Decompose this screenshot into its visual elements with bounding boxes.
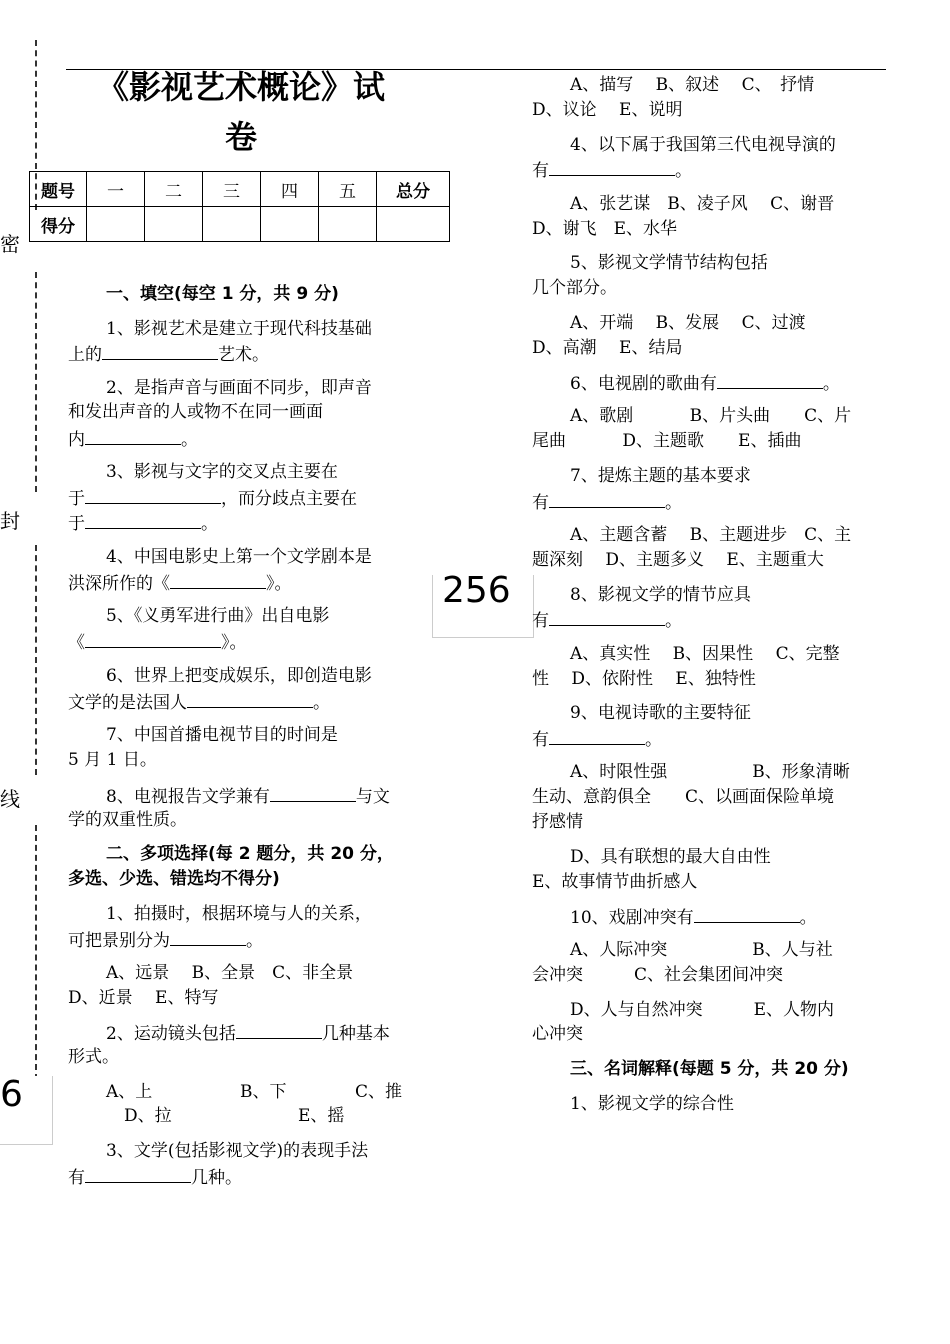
score-header-cell: 题号 xyxy=(30,172,87,207)
m1-text-end: 。 xyxy=(246,931,263,951)
q5-line1: 5、《义勇军进行曲》出自电影 xyxy=(106,606,330,626)
m4-blank[interactable] xyxy=(549,157,675,176)
m3-options-line1: A、描写 B、叙述 C、 抒情 xyxy=(570,75,815,95)
m7-text: 有 xyxy=(532,493,549,513)
exam-title-line1: 《影视艺术概论》试 xyxy=(96,68,385,106)
m8-options-line2: 性 D、依附性 E、独特性 xyxy=(532,669,756,689)
m10-line1 xyxy=(570,904,817,930)
m3-options-line2: D、议论 E、说明 xyxy=(532,100,683,120)
m2-line1 xyxy=(106,1020,390,1046)
m3-line2 xyxy=(68,1164,242,1190)
page-number: 256 xyxy=(442,570,511,611)
section3-heading: 三、名词解释(每题 5 分，共 20 分) xyxy=(570,1059,849,1079)
m4-options-line1: A、张艺谋 B、凌子风 C、谢晋 xyxy=(570,194,835,214)
q3-blank-2[interactable] xyxy=(85,510,201,529)
q6-text: 文学的是法国人 xyxy=(68,693,187,713)
score-table-score-row xyxy=(30,207,450,242)
score-table-header-row xyxy=(30,172,450,207)
m9-blank[interactable] xyxy=(549,726,645,745)
q4-text-end: 》。 xyxy=(266,574,292,594)
binding-dashed-line-3 xyxy=(35,545,37,775)
q1-line1: 1、影视艺术是建立于现代科技基础 xyxy=(106,319,372,339)
m9-text: 有 xyxy=(532,730,549,750)
q2-blank[interactable] xyxy=(85,426,181,445)
q2-line1: 2、是指声音与画面不同步，即声音 xyxy=(106,378,372,398)
exam-title-line2: 卷 xyxy=(224,118,257,156)
q3-line3 xyxy=(68,510,218,536)
m7-options-line2: 题深刻 D、主题多义 E、主题重大 xyxy=(532,550,824,570)
m9-options-line5: E、故事情节曲折感人 xyxy=(532,872,698,892)
section2-heading-line1: 二、多项选择(每 2 题分，共 20 分， xyxy=(106,844,394,864)
q4-line1: 4、中国电影史上第一个文学剧本是 xyxy=(106,547,372,567)
score-cell[interactable] xyxy=(319,207,377,242)
m2-blank[interactable] xyxy=(236,1020,322,1039)
q6-line2 xyxy=(68,689,330,715)
binding-dashed-line-4 xyxy=(35,825,37,1080)
m10-options-line3: D、人与自然冲突 E、人物内 xyxy=(570,1000,835,1020)
score-cell[interactable] xyxy=(145,207,203,242)
m1-options-line2: D、近景 E、特写 xyxy=(68,988,219,1008)
m1-options-line1: A、远景 B、全景 C、非全景 xyxy=(106,963,354,983)
q8-text-mid: 与文 xyxy=(355,787,390,807)
m1-text: 可把景别分为 xyxy=(68,931,170,951)
m1-line1: 1、拍摄时，根据环境与人的关系， xyxy=(106,904,372,924)
m9-options-line4: D、具有联想的最大自由性 xyxy=(570,847,771,867)
m5-line1: 5、影视文学情节结构包括 xyxy=(570,253,768,273)
m8-options-line1: A、真实性 B、因果性 C、完整 xyxy=(570,644,840,664)
score-header-cell: 二 xyxy=(145,172,203,207)
m8-line1: 8、影视文学的情节应具 xyxy=(570,585,751,605)
m9-text-end: 。 xyxy=(645,730,662,750)
score-header-cell: 四 xyxy=(261,172,319,207)
q5-text: 《 xyxy=(68,633,85,653)
m2-option-c: C、推 xyxy=(355,1082,403,1102)
m8-blank[interactable] xyxy=(549,607,665,626)
m10-text: 10、戏剧冲突有 xyxy=(570,908,694,928)
q8-blank[interactable] xyxy=(270,783,356,802)
q8-line2: 学的双重性质。 xyxy=(68,810,187,830)
m4-line2 xyxy=(532,157,692,183)
q6-blank[interactable] xyxy=(187,689,313,708)
m2-option-b: B、下 xyxy=(240,1082,287,1102)
m6-blank[interactable] xyxy=(717,370,823,389)
q3-line2 xyxy=(68,485,357,511)
section1-heading: 一、填空(每空 1 分，共 9 分) xyxy=(106,284,339,304)
q4-blank[interactable] xyxy=(170,570,266,589)
score-header-cell: 三 xyxy=(203,172,261,207)
m7-line2 xyxy=(532,489,682,515)
score-table xyxy=(29,171,450,242)
score-header-cell: 五 xyxy=(319,172,377,207)
m9-line1: 9、电视诗歌的主要特征 xyxy=(570,703,751,723)
score-cell[interactable] xyxy=(87,207,145,242)
m4-options-line2: D、谢飞 E、水华 xyxy=(532,219,678,239)
m3-text-end: 几种。 xyxy=(191,1168,242,1188)
q2-line2: 和发出声音的人或物不在同一画面 xyxy=(68,402,323,422)
q6-line1: 6、世界上把变成娱乐，即创造电影 xyxy=(106,666,372,686)
m9-options-line1: A、时限性强 B、形象清晰 xyxy=(570,762,850,782)
q3-text-end: 。 xyxy=(201,514,218,534)
q1-blank[interactable] xyxy=(102,341,218,360)
m7-text-end: 。 xyxy=(665,493,682,513)
m7-options-line1: A、主题含蓄 B、主题进步 C、主 xyxy=(570,525,852,545)
m1-line2 xyxy=(68,927,263,953)
q3-line1: 3、影视与文字的交叉点主要在 xyxy=(106,462,338,482)
m6-options-line1: A、歌剧 B、片头曲 C、片 xyxy=(570,406,852,426)
m6-text: 6、电视剧的歌曲有 xyxy=(570,374,717,394)
corner-page-number: 6 xyxy=(0,1074,23,1115)
m5-line2: 几个部分。 xyxy=(532,278,617,298)
m4-line1: 4、以下属于我国第三代电视导演的 xyxy=(570,135,836,155)
q5-blank[interactable] xyxy=(85,629,221,648)
m8-text-end: 。 xyxy=(665,611,682,631)
q3-text: 于 xyxy=(68,489,85,509)
q2-text: 内 xyxy=(68,430,85,450)
q1-line2 xyxy=(68,341,269,367)
m4-text: 有 xyxy=(532,161,549,181)
m5-options-line1: A、开端 B、发展 C、过渡 xyxy=(570,313,806,333)
score-row-label: 得分 xyxy=(30,207,87,242)
q4-text: 洪深所作的《 xyxy=(68,574,170,594)
q1-text-end: 艺术。 xyxy=(218,345,269,365)
q3-text-mid: ，而分歧点主要在 xyxy=(221,489,357,509)
m9-options-line2: 生动、意韵俱全 C、以画面保险单境 xyxy=(532,787,835,807)
m2-option-a: A、上 xyxy=(106,1082,153,1102)
m4-text-end: 。 xyxy=(675,161,692,181)
m5-options-line2: D、高潮 E、结局 xyxy=(532,338,683,358)
m10-text-end: 。 xyxy=(799,908,817,928)
score-cell[interactable] xyxy=(203,207,261,242)
m2-option-d: D、拉 xyxy=(124,1106,172,1126)
m10-options-line1: A、人际冲突 B、人与社 xyxy=(570,940,833,960)
q8-text: 8、电视报告文学兼有 xyxy=(106,787,270,807)
m3-blank[interactable] xyxy=(85,1164,191,1183)
q4-line2 xyxy=(68,570,292,596)
q5-text-end: 》。 xyxy=(221,633,247,653)
m6-text-end: 。 xyxy=(822,374,840,394)
m3-text: 有 xyxy=(68,1168,85,1188)
m10-blank[interactable] xyxy=(694,904,800,923)
n1-question: 1、影视文学的综合性 xyxy=(570,1094,734,1114)
binding-dashed-line-2 xyxy=(35,272,37,492)
m2-text: 2、运动镜头包括 xyxy=(106,1024,236,1044)
seal-char-feng: 封 xyxy=(0,509,20,533)
m7-line1: 7、提炼主题的基本要求 xyxy=(570,466,751,486)
m2-option-e: E、摇 xyxy=(298,1106,345,1126)
m3-line1: 3、文学(包括影视文学)的表现手法 xyxy=(106,1141,369,1161)
score-cell[interactable] xyxy=(261,207,319,242)
m9-options-line3: 抒感情 xyxy=(532,812,583,832)
q1-text: 上的 xyxy=(68,345,102,365)
m9-line2 xyxy=(532,726,662,752)
q3-text-2: 于 xyxy=(68,514,85,534)
q5-line2 xyxy=(68,629,247,655)
m10-options-line4: 心冲突 xyxy=(532,1024,583,1044)
m8-line2 xyxy=(532,607,682,633)
seal-char-mi: 密 xyxy=(0,232,20,256)
q2-text-end: 。 xyxy=(181,430,198,450)
m7-blank[interactable] xyxy=(549,489,665,508)
q3-blank-1[interactable] xyxy=(85,485,221,504)
q8-line1 xyxy=(106,783,390,809)
m2-text-mid: 几种基本 xyxy=(321,1024,390,1044)
m10-options-line2: 会冲突 C、社会集团间冲突 xyxy=(532,965,784,985)
score-header-cell: 总分 xyxy=(377,172,450,207)
m2-line2: 形式。 xyxy=(68,1047,119,1067)
m8-text: 有 xyxy=(532,611,549,631)
q7-line2: 5 月 1 日。 xyxy=(68,750,157,770)
section2-heading-line2: 多选、少选、错选均不得分) xyxy=(68,869,280,889)
m1-blank[interactable] xyxy=(170,927,246,946)
q6-text-end: 。 xyxy=(313,693,330,713)
q2-line3 xyxy=(68,426,198,452)
score-header-cell: 一 xyxy=(87,172,145,207)
score-cell[interactable] xyxy=(377,207,450,242)
m6-options-line2: 尾曲 D、主题歌 E、插曲 xyxy=(532,431,802,451)
q7-line1: 7、中国首播电视节目的时间是 xyxy=(106,725,338,745)
m6-line1 xyxy=(570,370,840,396)
seal-char-xian: 线 xyxy=(0,787,20,811)
